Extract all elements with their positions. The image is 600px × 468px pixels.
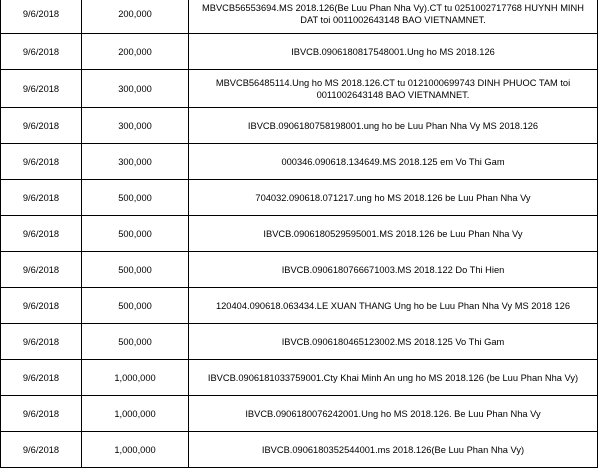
date-cell: 9/6/2018 xyxy=(1,216,82,252)
table-row xyxy=(1,144,598,180)
amount-cell: 300,000 xyxy=(82,70,189,108)
amount-cell: 300,000 xyxy=(82,144,189,180)
table-row xyxy=(1,180,598,216)
description-text: IBVCB.0906180766671003.MS 2018.122 Do Thi Hien xyxy=(281,264,505,275)
amount-cell: 300,000 xyxy=(82,108,189,144)
date-cell: 9/6/2018 xyxy=(1,70,82,108)
table-row xyxy=(1,324,598,360)
date-cell: 9/6/2018 xyxy=(1,432,82,468)
description-cell xyxy=(189,180,598,216)
table-row xyxy=(1,216,598,252)
table-row xyxy=(1,288,598,324)
table-row xyxy=(1,432,598,468)
description-text: 000346.090618.134649.MS 2018.125 em Vo Thi Gam xyxy=(281,156,505,167)
description-text: MBVCB56553694.MS 2018.126(Be Luu Phan Nha Vy).CT tu 0251002717768 HUYNH MINH DAT toi 0011002643148 BAO VIETNAMNET. xyxy=(202,2,584,25)
date-cell: 9/6/2018 xyxy=(1,108,82,144)
description-text: IBVCB.0906180529595001.MS 2018.126 be Luu Phan Nha Vy xyxy=(263,228,523,239)
description-text: IBVCB.0906180817548001.Ung ho MS 2018.126 xyxy=(291,46,495,57)
amount-cell: 200,000 xyxy=(82,0,189,34)
description-text: IBVCB.0906180465123002.MS 2018.125 Vo Thi Gam xyxy=(281,336,505,347)
date-cell: 9/6/2018 xyxy=(1,0,82,34)
description-text: IBVCB.0906180758198001.ung ho be Luu Phan Nha Vy MS 2018.126 xyxy=(247,120,539,131)
description-cell xyxy=(189,0,598,34)
amount-cell: 200,000 xyxy=(82,34,189,70)
amount-cell: 500,000 xyxy=(82,252,189,288)
date-cell: 9/6/2018 xyxy=(1,324,82,360)
date-cell: 9/6/2018 xyxy=(1,180,82,216)
description-text: IBVCB.0906180076242001.Ung ho MS 2018.126. Be Luu Phan Nha Vy xyxy=(245,408,541,419)
description-cell xyxy=(189,396,598,432)
description-cell xyxy=(189,70,598,108)
amount-cell: 1,000,000 xyxy=(82,360,189,396)
table-row xyxy=(1,396,598,432)
description-cell xyxy=(189,360,598,396)
description-cell xyxy=(189,324,598,360)
amount-cell: 500,000 xyxy=(82,324,189,360)
amount-cell: 1,000,000 xyxy=(82,432,189,468)
date-cell: 9/6/2018 xyxy=(1,144,82,180)
date-cell: 9/6/2018 xyxy=(1,396,82,432)
date-cell: 9/6/2018 xyxy=(1,252,82,288)
table-row xyxy=(1,252,598,288)
description-cell xyxy=(189,432,598,468)
amount-cell: 500,000 xyxy=(82,288,189,324)
date-cell: 9/6/2018 xyxy=(1,34,82,70)
description-cell xyxy=(189,34,598,70)
date-cell: 9/6/2018 xyxy=(1,360,82,396)
table-row xyxy=(1,70,598,108)
description-text: 120404.090618.063434.LE XUAN THANG Ung ho be Luu Phan Nha Vy MS 2018 126 xyxy=(215,300,571,311)
description-cell xyxy=(189,144,598,180)
description-cell xyxy=(189,252,598,288)
description-cell xyxy=(189,288,598,324)
amount-cell: 500,000 xyxy=(82,216,189,252)
table-row xyxy=(1,360,598,396)
description-text: IBVCB.0906180352544001.ms 2018.126(Be Luu Phan Nha Vy) xyxy=(261,444,525,455)
description-text: 704032.090618.071217.ung ho MS 2018.126 be Luu Phan Nha Vy xyxy=(255,192,531,203)
amount-cell: 1,000,000 xyxy=(82,396,189,432)
description-text: MBVCB56485114.Ung ho MS 2018.126.CT tu 0121000699743 DINH PHUOC TAM toi 0011002643148 BAO VIETNAMNET. xyxy=(215,77,571,100)
table-row xyxy=(1,0,598,34)
table-row xyxy=(1,108,598,144)
amount-cell: 500,000 xyxy=(82,180,189,216)
table-row xyxy=(1,34,598,70)
description-cell xyxy=(189,216,598,252)
description-text: IBVCB.0906181033759001.Cty Khai Minh An ung ho MS 2018.126 (be Luu Phan Nha Vy) xyxy=(207,372,579,383)
date-cell: 9/6/2018 xyxy=(1,288,82,324)
description-cell xyxy=(189,108,598,144)
